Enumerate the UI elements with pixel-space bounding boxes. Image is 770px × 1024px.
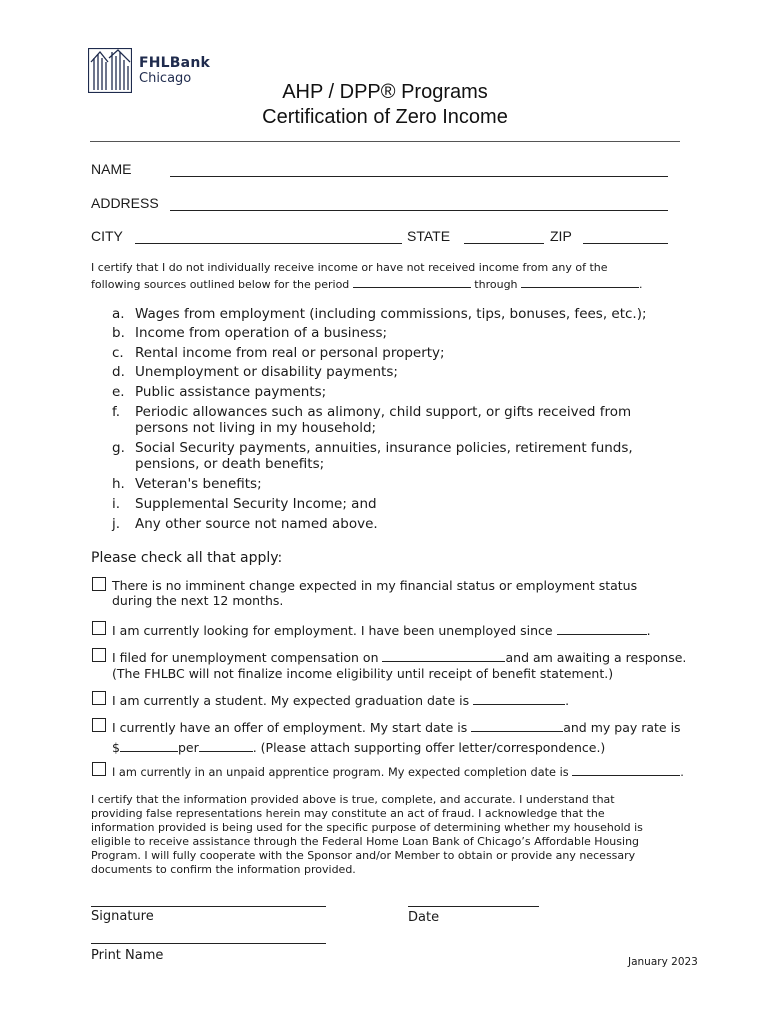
list-item: e. Public assistance payments;	[112, 384, 327, 400]
check-heading: Please check all that apply:	[91, 550, 283, 566]
name-label: NAME	[91, 161, 132, 177]
zip-field[interactable]	[583, 243, 668, 244]
pay-period-field[interactable]	[199, 739, 253, 752]
list-item: g. Social Security payments, annuities, insurance policies, retirement funds, pensions, or death benefits;	[112, 440, 633, 472]
start-date-field[interactable]	[471, 719, 563, 732]
looking-employment-text: I am currently looking for employment. I have been unemployed since .	[112, 623, 651, 638]
completion-date-field[interactable]	[572, 763, 680, 776]
zip-label: ZIP	[550, 228, 572, 244]
filed-unemployment-text: I filed for unemployment compensation on and am awaiting a response. (The FHLBC will not finalize income eligibility until receipt of benefit statement.)	[112, 650, 687, 681]
pay-rate-field[interactable]	[120, 739, 178, 752]
form-title: AHP / DPP® Programs	[282, 81, 488, 103]
signature-label: Signature	[91, 909, 154, 924]
list-item: f. Periodic allowances such as alimony, child support, or gifts received from persons not living in my household;	[112, 404, 632, 436]
city-field[interactable]	[135, 243, 402, 244]
list-item: h. Veteran's benefits;	[112, 476, 262, 492]
title-divider	[90, 141, 680, 142]
footer-date: January 2023	[628, 956, 698, 968]
graduation-date-field[interactable]	[473, 692, 565, 705]
intro-period-text: following sources outlined below for the period	[91, 278, 350, 291]
address-field[interactable]	[170, 210, 668, 211]
date-field[interactable]	[408, 906, 539, 907]
intro-end: .	[639, 278, 643, 291]
intro-line1: I certify that I do not individually receive income or have not received income from any of the	[91, 261, 608, 274]
offer-employment-checkbox[interactable]	[92, 718, 106, 732]
apprentice-checkbox[interactable]	[92, 762, 106, 776]
student-text: I am currently a student. My expected graduation date is .	[112, 693, 570, 708]
address-label: ADDRESS	[91, 195, 159, 211]
logo-city: Chicago	[139, 71, 192, 86]
list-item: i. Supplemental Security Income; and	[112, 496, 377, 512]
logo-name: FHLBank	[139, 55, 210, 71]
period-start-field[interactable]	[353, 275, 471, 288]
list-item: b. Income from operation of a business;	[112, 325, 388, 341]
state-label: STATE	[407, 228, 451, 244]
offer-employment-text: I currently have an offer of employment. My start date is and my pay rate is $ per . (Please attach supporting offer letter/correspondence.)	[112, 720, 681, 755]
certification-statement: I certify that the information provided above is true, complete, and accurate. I understand that providing false representations herein may constitute an act of fraud. I acknowledge that the information provided is being used for the specific purpose of determining whether my household is eligible to receive assistance through the Federal Home Loan Bank of Chicago’s Affordable Housing Program. I will fully cooperate with the Sponsor and/or Member to obtain or provide any necessary documents to confirm the information provided.	[91, 793, 643, 876]
filed-unemployment-checkbox[interactable]	[92, 648, 106, 662]
signature-field[interactable]	[91, 906, 326, 907]
looking-employment-checkbox[interactable]	[92, 621, 106, 635]
student-checkbox[interactable]	[92, 691, 106, 705]
filed-date-field[interactable]	[382, 649, 505, 662]
unemployed-since-field[interactable]	[557, 622, 647, 635]
form-subtitle: Certification of Zero Income	[262, 106, 508, 128]
period-end-field[interactable]	[521, 275, 639, 288]
city-label: CITY	[91, 228, 123, 244]
list-item: a. Wages from employment (including commissions, tips, bonuses, fees, etc.);	[112, 306, 647, 322]
list-item: d. Unemployment or disability payments;	[112, 364, 398, 380]
intro-through-text: through	[474, 278, 518, 291]
name-field[interactable]	[170, 176, 668, 177]
print-name-field[interactable]	[91, 943, 326, 944]
print-name-label: Print Name	[91, 948, 164, 963]
intro-line2	[91, 275, 643, 292]
apprentice-text: I am currently in an unpaid apprentice program. My expected completion date is .	[112, 763, 684, 781]
list-item: j. Any other source not named above.	[112, 516, 378, 532]
state-field[interactable]	[464, 243, 544, 244]
no-change-text: There is no imminent change expected in my financial status or employment status during the next 12 months.	[112, 578, 638, 608]
date-label: Date	[408, 910, 440, 925]
no-change-checkbox[interactable]	[92, 577, 106, 591]
list-item: c. Rental income from real or personal property;	[112, 345, 445, 361]
